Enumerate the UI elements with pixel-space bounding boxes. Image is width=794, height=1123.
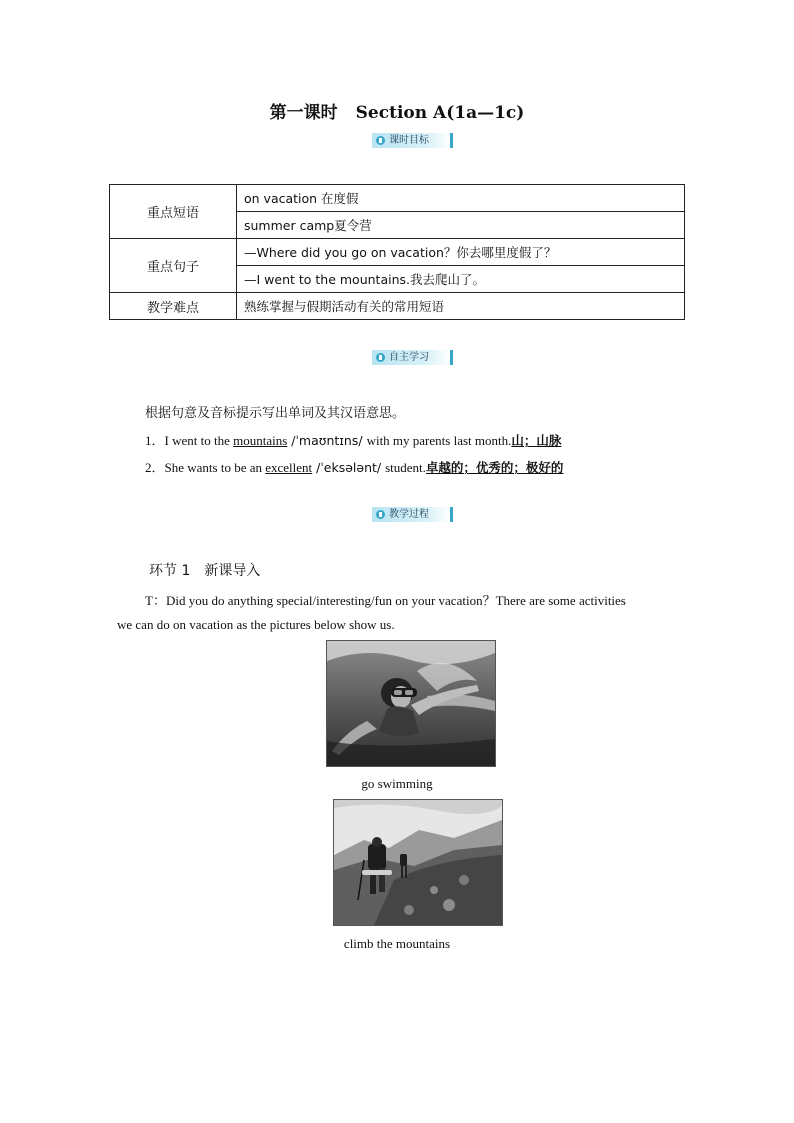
answer-word: excellent: [265, 460, 313, 475]
table-cell: on vacation 在度假: [237, 185, 685, 212]
row-label: 教学难点: [110, 293, 237, 320]
table-row: [110, 239, 685, 266]
table-row: [110, 293, 685, 320]
title-en: Section A(1a—1c): [355, 103, 525, 123]
answer-word: mountains: [233, 433, 288, 448]
row-label: 重点句子: [110, 239, 237, 293]
teacher-line-1: T：Did you do anything special/interesting/fun on your vacation？There are some activities: [145, 593, 626, 608]
exercise-item-2: 2．She wants to be an excellent /ˈeksələnt/ student.卓越的；优秀的；极好的: [145, 460, 564, 475]
table-cell: summer camp夏令营: [237, 212, 685, 239]
table-cell: —I went to the mountains.我去爬山了。: [237, 266, 685, 293]
answer-meaning: 卓越的；优秀的；极好的: [425, 460, 564, 475]
snorkeling-illustration: [327, 641, 495, 766]
phonetic: /ˈeksələnt/: [312, 460, 386, 475]
page-title: [0, 98, 794, 123]
phonetic: /ˈmaʊntɪns/: [287, 433, 367, 448]
teacher-line-2: we can do on vacation as the pictures below show us.: [117, 617, 395, 632]
snorkeling-photo: [326, 640, 496, 767]
hiking-photo: [333, 799, 503, 926]
table-cell: 熟练掌握与假期活动有关的常用短语: [237, 293, 685, 320]
title-cn: 第一课时: [269, 103, 338, 123]
badge-objectives: 课时目标: [372, 133, 453, 148]
exercise-item-1: 1．I went to the mountains /ˈmaʊntɪns/ with my parents last month.山；山脉: [145, 433, 562, 448]
hiking-illustration: [334, 800, 502, 925]
trophy-icon: [376, 353, 385, 362]
trophy-icon: [376, 510, 385, 519]
table-cell: —Where did you go on vacation？你去哪里度假了？: [237, 239, 685, 266]
trophy-icon: [376, 136, 385, 145]
caption-swimming: go swimming: [361, 776, 433, 791]
badge-self-study: 自主学习: [372, 350, 453, 365]
table-row: [110, 185, 685, 212]
objectives-table: [109, 184, 685, 320]
answer-meaning: 山；山脉: [511, 433, 562, 448]
badge-process: 教学过程: [372, 507, 453, 522]
caption-climbing: climb the mountains: [343, 936, 451, 951]
self-study-intro: 根据句意及音标提示写出单词及其汉语意思。: [145, 406, 406, 421]
row-label: 重点短语: [110, 185, 237, 239]
section-heading: 环节 1 新课导入: [149, 563, 261, 579]
